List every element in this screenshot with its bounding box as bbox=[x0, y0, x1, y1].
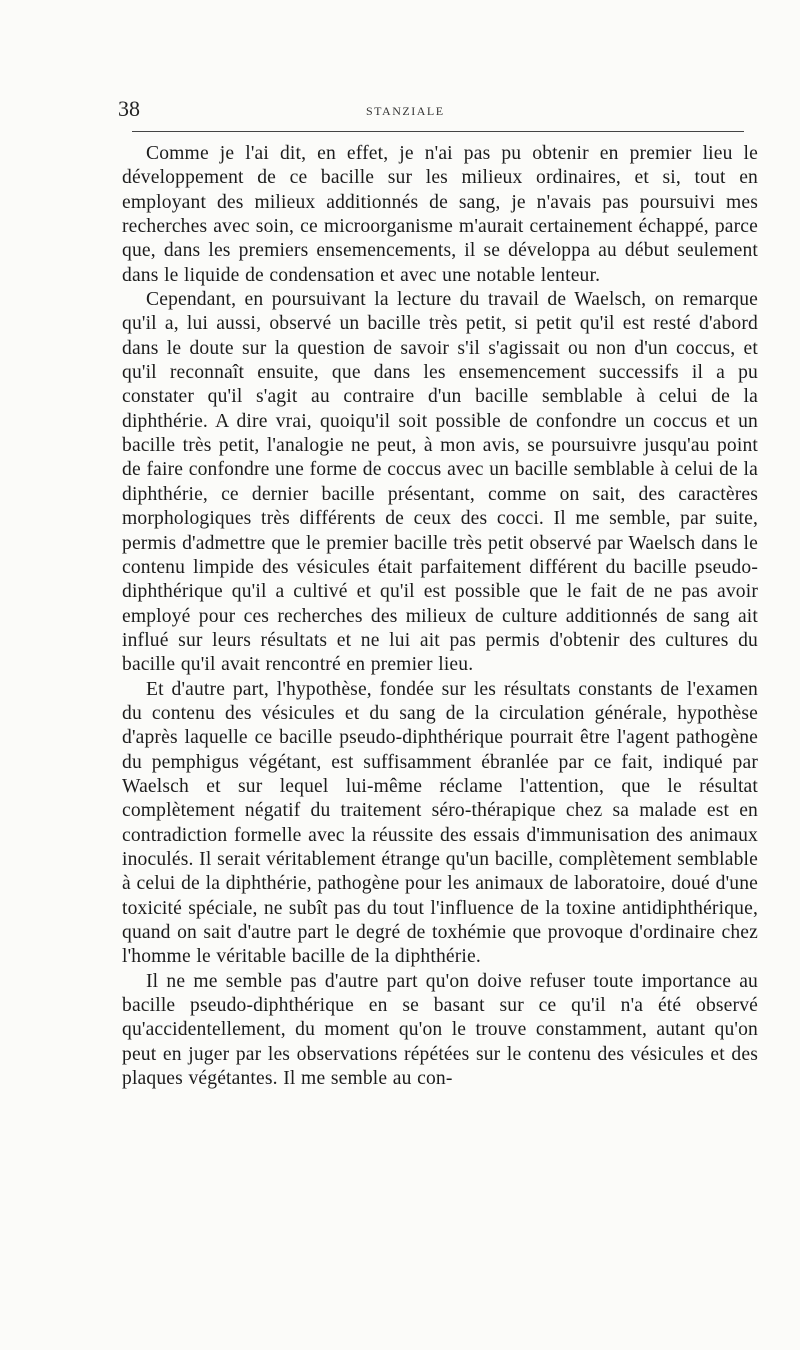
paragraph: Comme je l'ai dit, en effet, je n'ai pas pu obtenir en premier lieu le développement de ce bacille sur les milieux ordinaires, et si, tout en employant des milieux additionnés de sang, je n'avais pas poursuivi mes recherches avec soin, ce microorganisme m'aurait certainement échappé, parce que, dans les premiers ensemencements, il se développa au début seulement dans le liquide de condensation et avec une notable lenteur. bbox=[122, 143, 758, 286]
body-text bbox=[122, 142, 758, 1091]
paragraph: Et d'autre part, l'hypothèse, fondée sur les résultats constants de l'examen du contenu des vésicules et du sang de la circulation générale, hypothèse d'après laquelle ce bacille pseudo-diphthérique pourrait être l'agent pathogène du pemphigus végétant, est suffisamment ébranlée par ce fait, indiqué par Waelsch et sur lequel lui-même réclame l'attention, que le résultat complètement négatif du traitement séro-thérapique chez sa malade est en contradiction formelle avec la réussite des essais d'immunisation des animaux inoculés. Il serait véritablement étrange qu'un bacille, complètement semblable à celui de la diphthérie, pathogène pour les animaux de laboratoire, doué d'une toxicité spéciale, ne subît pas du tout l'influence de la toxine antidiphthérique, quand on sait d'autre part le degré de toxhémie que provoque d'ordinaire chez l'homme le véritable bacille de la diphthérie. bbox=[122, 678, 758, 968]
page-number: 38 bbox=[118, 96, 140, 121]
paragraph: Cependant, en poursuivant la lecture du travail de Waelsch, on remarque qu'il a, lui aussi, observé un bacille très petit, si petit qu'il est resté d'abord dans le doute sur la question de savoir s'il s'agissait ou non d'un coccus, et qu'il reconnaît ensuite, que dans les ensemencement successifs il a pu constater qu'il s'agit au contraire d'un bacille semblable à celui de la diphthérie. A dire vrai, quoiqu'il soit possible de confondre un coccus et un bacille très petit, l'analogie ne peut, à mon avis, se poursuivre jusqu'au point de faire confondre une forme de coccus avec un bacille semblable à celui de la diphthérie, ce dernier bacille présentant, comme on sait, des caractères morphologiques très différents de ceux des cocci. Il me semble, par suite, permis d'admettre que le premier bacille très petit observé par Waelsch dans le contenu limpide des vésicules était parfaitement différent du bacille pseudo-diphthérique qu'il a cultivé et qu'il est possible que le fait de ne pas avoir employé pour ces recherches des milieux de culture additionnés de sang ait influé sur leurs résultats et ne lui ait pas permis d'obtenir des cultures du bacille qu'il avait rencontré en premier lieu. bbox=[122, 289, 758, 676]
page-header bbox=[118, 96, 758, 128]
paragraph: Il ne me semble pas d'autre part qu'on doive refuser toute importance au bacille pseudo-diphthérique en se basant sur ce qu'il n'a été observé qu'accidentellement, du moment qu'on le trouve constamment, autant qu'on peut en juger par les observations répétées sur le contenu des vésicules et des plaques végétantes. Il me semble au con- bbox=[122, 970, 758, 1090]
header-rule bbox=[132, 131, 744, 132]
running-head: STANZIALE bbox=[366, 104, 445, 118]
